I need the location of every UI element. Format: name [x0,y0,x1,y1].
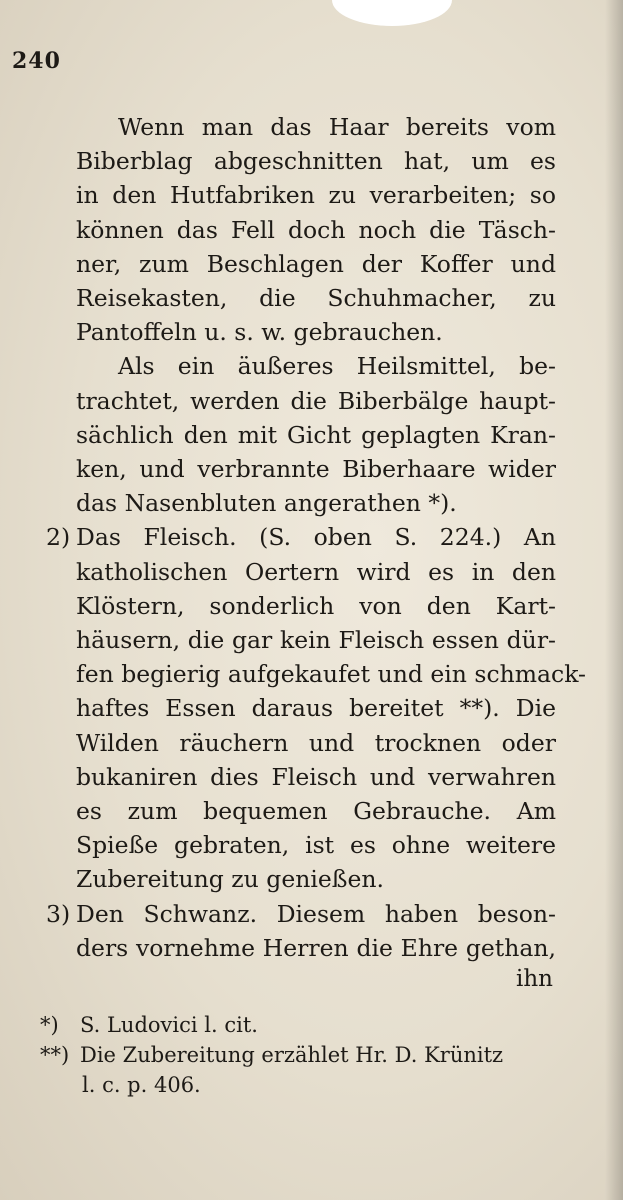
footnotes [40,1010,503,1100]
text-line [76,349,556,383]
text-line-content: trachtet, werden die Biberbälge haupt- [76,386,556,415]
catchword: ihn [516,966,553,992]
footnote [40,1040,503,1070]
text-line [76,555,556,589]
text-line-content: haftes Essen daraus bereitet **). Die [76,694,556,723]
footnote-text: l. c. p. 406. [82,1073,201,1097]
page-edge-notch [332,0,452,26]
text-line-content: sächlich den mit Gicht geplagten Kran- [76,420,556,449]
text-line-content: bukaniren dies Fleisch und verwahren [76,762,556,791]
footnote-text: Die Zubereitung erzählet Hr. D. Krünitz [80,1043,504,1067]
footnote [40,1070,503,1100]
text-line [76,657,586,691]
text-line [76,589,556,623]
body-text [46,110,586,965]
text-line [76,862,556,896]
text-line-content: Als ein äußeres Heilsmittel, be- [118,352,556,381]
item-number: 3) [46,899,71,928]
text-line-content: Klöstern, sonderlich von den Kart- [76,591,556,620]
text-line-content: ken, und verbrannte Biberhaare wider [76,455,556,484]
text-line-content: Reisekasten, die Schuhmacher, zu [76,284,556,313]
text-line [76,178,556,212]
footnote-mark: **) [40,1043,70,1067]
text-line [76,931,556,965]
text-line [76,384,556,418]
text-line-content: ner, zum Beschlagen der Koffer und [76,249,556,278]
text-line [76,213,556,247]
text-line-content: Wenn man das Haar bereits vom [118,113,556,141]
text-line-content: Biberblag abgeschnitten hat, um es [76,147,556,176]
text-line [76,794,556,828]
page-edge-shadow [605,0,623,1200]
text-line [46,897,556,931]
text-line-content: Den Schwanz. Diesem haben beson- [76,899,556,928]
text-line-content: häusern, die gar kein Fleisch essen dür- [76,626,556,655]
text-line [76,418,556,452]
text-line [76,760,556,794]
text-line-content: Zubereitung zu genießen. [76,865,385,894]
text-line-content: in den Hutfabriken zu verarbeiten; so [76,181,556,210]
text-line-content: Spieße gebraten, ist es ohne weitere [76,831,556,860]
text-line [76,281,556,315]
footnote-mark: *) [40,1013,59,1037]
text-line [76,315,556,349]
page-number: 240 [12,48,61,74]
text-line [46,520,556,554]
text-line [76,110,556,144]
text-line-content: Pantoffeln u. s. w. gebrauchen. [76,318,443,347]
text-line [76,144,556,178]
text-line-content: fen begierig aufgekaufet und ein schmack- [76,660,586,689]
text-line-content: ders vornehme Herren die Ehre gethan, [76,933,556,962]
text-line-content: katholischen Oertern wird es in den [76,557,556,586]
text-line-content: es zum bequemen Gebrauche. Am [76,797,556,826]
text-line [76,726,556,760]
text-line-content: Wilden räuchern und trocknen oder [76,728,556,757]
text-line [76,828,556,862]
text-line-content: das Nasenbluten angerathen *). [76,489,457,518]
text-line [76,452,556,486]
text-line [76,486,556,520]
text-line [76,623,556,657]
item-number: 2) [46,523,71,552]
text-line [76,691,556,725]
footnote [40,1010,503,1040]
text-line-content: können das Fell doch noch die Täsch- [76,215,556,244]
footnote-text: S. Ludovici l. cit. [80,1013,258,1037]
text-line [76,247,556,281]
text-line-content: Das Fleisch. (S. oben S. 224.) An [76,523,556,552]
